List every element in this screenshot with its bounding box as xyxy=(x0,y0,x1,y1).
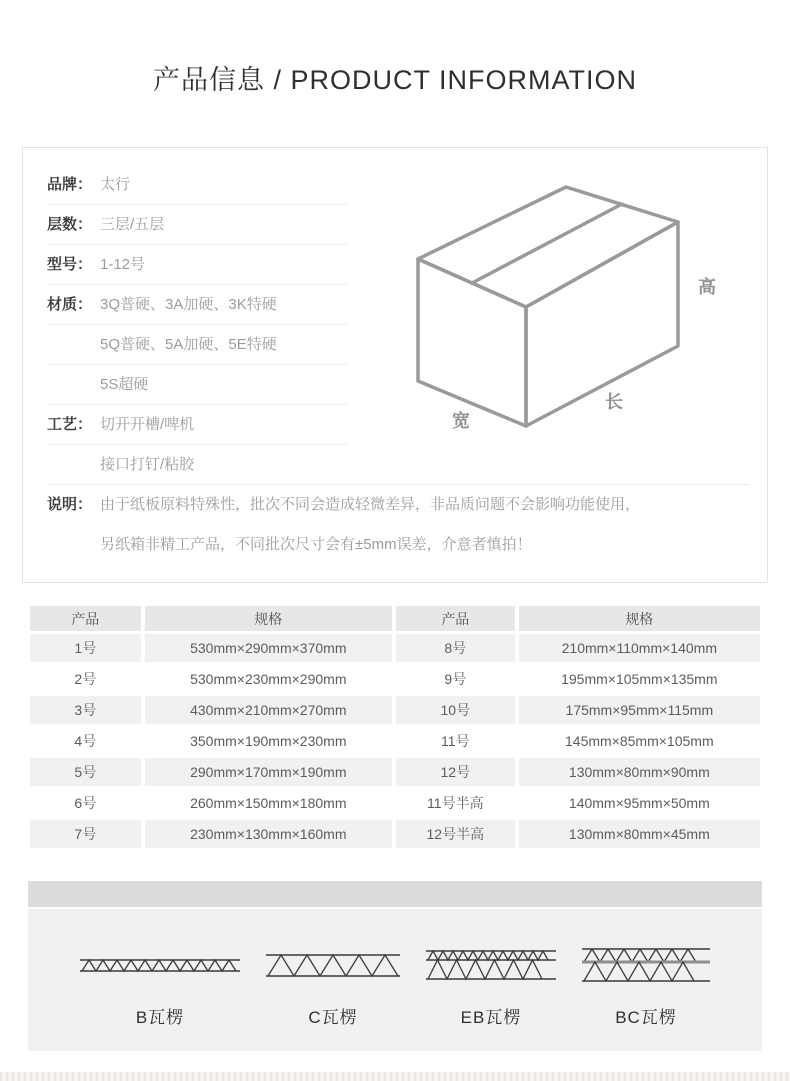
table-cell: 230mm×130mm×160mm xyxy=(145,820,392,848)
spec-row-process-2 xyxy=(47,445,347,484)
table-row xyxy=(30,634,760,662)
spec-label: 层数： xyxy=(47,216,93,233)
table-cell: 430mm×210mm×270mm xyxy=(145,696,392,724)
flute-panel xyxy=(28,909,762,1051)
table-cell: 260mm×150mm×180mm xyxy=(145,789,392,817)
spec-note xyxy=(47,484,749,565)
spec-label: 型号： xyxy=(47,256,93,273)
table-cell: 12号 xyxy=(396,758,515,786)
table-cell: 130mm×80mm×45mm xyxy=(519,820,760,848)
box-length-label: 长 xyxy=(605,392,623,412)
flute-item-b xyxy=(80,943,240,1028)
flute-item-eb xyxy=(426,943,556,1028)
box-top-face xyxy=(418,187,678,307)
flute-item-c xyxy=(266,943,400,1028)
note-text xyxy=(100,485,749,565)
table-cell: 530mm×230mm×290mm xyxy=(145,665,392,693)
table-cell: 145mm×85mm×105mm xyxy=(519,727,760,755)
spec-row-layers xyxy=(47,205,347,245)
table-cell: 175mm×95mm×115mm xyxy=(519,696,760,724)
table-row xyxy=(30,727,760,755)
box-flap-seam xyxy=(472,204,622,283)
table-cell: 3号 xyxy=(30,696,141,724)
box-width-label: 宽 xyxy=(452,411,470,431)
table-cell: 4号 xyxy=(30,727,141,755)
spec-row-material-2 xyxy=(47,325,347,365)
table-cell: 530mm×290mm×370mm xyxy=(145,634,392,662)
size-table xyxy=(26,603,764,851)
flute-c-diagram-icon xyxy=(266,943,400,987)
flute-section-header-band xyxy=(28,881,762,907)
table-cell: 140mm×95mm×50mm xyxy=(519,789,760,817)
page-title: 产品信息 / PRODUCT INFORMATION xyxy=(153,65,637,95)
spec-value: 切开开槽/啤机 xyxy=(100,416,195,433)
table-cell: 8号 xyxy=(396,634,515,662)
table-row xyxy=(30,820,760,848)
spec-label: 品牌： xyxy=(47,176,93,193)
table-cell: 1号 xyxy=(30,634,141,662)
table-row xyxy=(30,789,760,817)
spec-list xyxy=(47,165,347,484)
spec-value: 3Q普硬、3A加硬、3K特硬 xyxy=(100,296,277,313)
table-cell: 9号 xyxy=(396,665,515,693)
box-right-face xyxy=(526,222,678,426)
box-height-label: 高 xyxy=(698,277,716,297)
spec-card xyxy=(22,147,768,583)
flute-label: C瓦楞 xyxy=(308,1008,358,1027)
table-cell: 7号 xyxy=(30,820,141,848)
spec-value: 5S超硬 xyxy=(100,376,149,393)
column-header: 产品 xyxy=(30,606,141,631)
table-header-row xyxy=(30,606,760,631)
spec-row-process-1 xyxy=(47,405,347,445)
flute-b-diagram-icon xyxy=(80,943,240,987)
table-cell: 11号 xyxy=(396,727,515,755)
spec-row-model xyxy=(47,245,347,285)
spec-value: 接口打钉/粘胶 xyxy=(100,456,195,473)
spec-row-material-1 xyxy=(47,285,347,325)
spec-label: 材质： xyxy=(47,296,93,313)
spec-row-material-3 xyxy=(47,365,347,405)
box-dimension-diagram xyxy=(395,156,735,446)
flute-label: BC瓦楞 xyxy=(615,1008,677,1027)
kraft-paper-texture-strip xyxy=(0,1072,790,1081)
column-header: 规格 xyxy=(519,606,760,631)
flute-bc-diagram-icon xyxy=(582,943,710,987)
spec-value: 三层/五层 xyxy=(100,216,165,233)
table-row xyxy=(30,665,760,693)
table-cell: 11号半高 xyxy=(396,789,515,817)
table-cell: 130mm×80mm×90mm xyxy=(519,758,760,786)
column-header: 产品 xyxy=(396,606,515,631)
note-label: 说明： xyxy=(47,496,93,513)
table-cell: 6号 xyxy=(30,789,141,817)
column-header: 规格 xyxy=(145,606,392,631)
spec-label: 工艺： xyxy=(47,416,93,433)
table-cell: 10号 xyxy=(396,696,515,724)
table-row xyxy=(30,696,760,724)
flute-label: EB瓦楞 xyxy=(460,1008,522,1027)
table-cell: 12号半高 xyxy=(396,820,515,848)
flute-label: B瓦楞 xyxy=(135,1008,185,1027)
spec-row-brand xyxy=(47,165,347,205)
table-cell: 290mm×170mm×190mm xyxy=(145,758,392,786)
table-cell: 210mm×110mm×140mm xyxy=(519,634,760,662)
table-row xyxy=(30,758,760,786)
table-cell: 2号 xyxy=(30,665,141,693)
flute-eb-diagram-icon xyxy=(426,943,556,987)
spec-value: 5Q普硬、5A加硬、5E特硬 xyxy=(100,336,277,353)
table-cell: 350mm×190mm×230mm xyxy=(145,727,392,755)
spec-value: 太行 xyxy=(100,176,131,193)
table-cell: 5号 xyxy=(30,758,141,786)
note-line: 由于纸板原料特殊性，批次不同会造成轻微差异，非品质问题不会影响功能使用， xyxy=(100,496,641,513)
spec-value: 1-12号 xyxy=(100,256,146,273)
flute-item-bc xyxy=(582,943,710,1028)
note-line: 另纸箱非精工产品，不同批次尺寸会有±5mm误差，介意者慎拍！ xyxy=(100,536,532,553)
table-cell: 195mm×105mm×135mm xyxy=(519,665,760,693)
